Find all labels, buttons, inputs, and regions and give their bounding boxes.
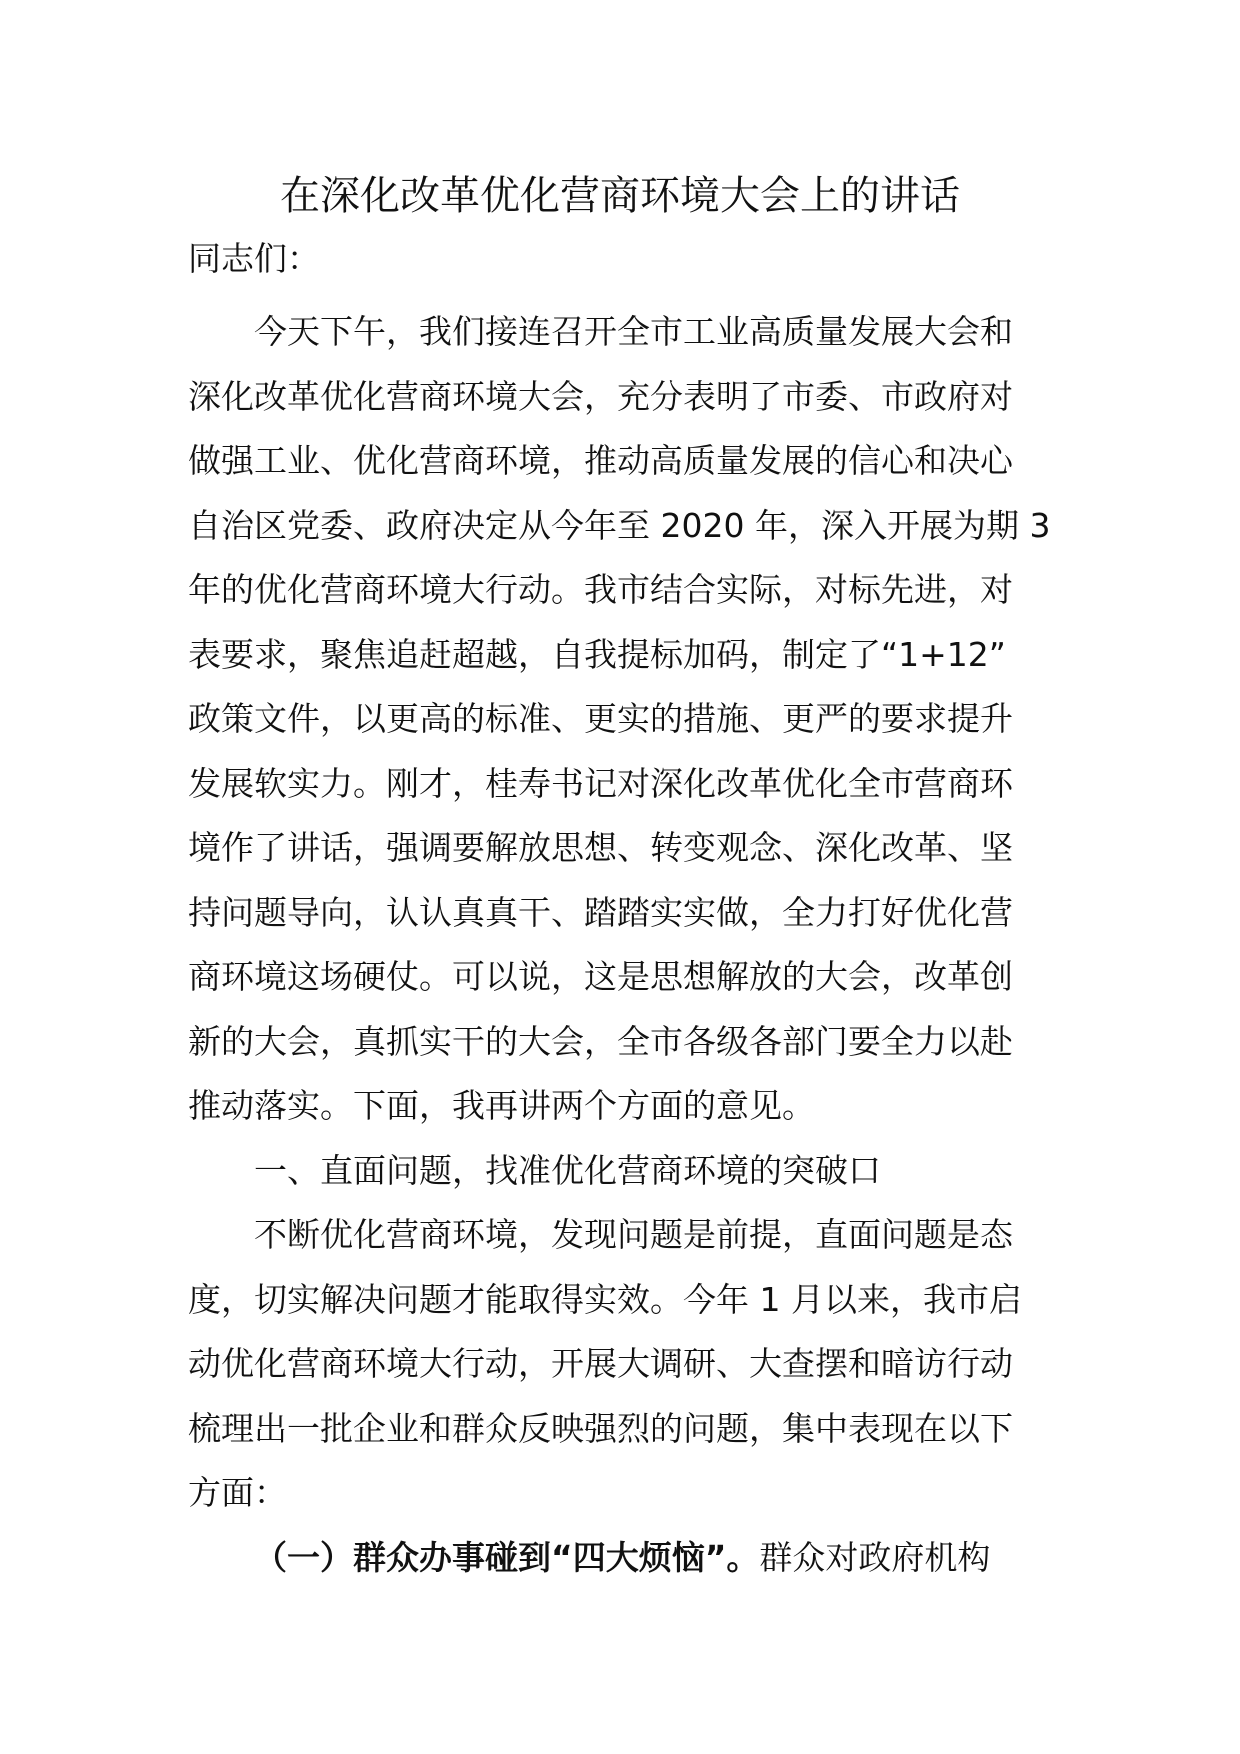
paragraph-line: 今天下午，我们接连召开全市工业高质量发展大会和 [254,312,1013,351]
paragraph-line: 度，切实解决问题才能取得实效。今年 1 月以来，我市启 [188,1279,1022,1319]
paragraph-line: 深化改革优化营商环境大会，充分表明了市委、市政府对 [188,376,1013,416]
document-title: 在深化改革优化营商环境大会上的讲话 [280,173,960,219]
paragraph-line: 政策文件，以更高的标准、更实的措施、更严的要求提升 [188,699,1013,738]
paragraph-line: 不断优化营商环境，发现问题是前提，直面问题是态 [254,1215,1013,1254]
paragraph-line: 推动落实。下面，我再讲两个方面的意见。 [188,1086,815,1125]
paragraph-line: 梳理出一批企业和群众反映强烈的问题，集中表现在以下 [188,1408,1013,1448]
paragraph-line: 动优化营商环境大行动，开展大调研、大查摆和暗访行动 [188,1344,1013,1383]
subsection-heading: （一）群众办事碰到“四大烦恼”。 [254,1537,760,1577]
paragraph-line: 境作了讲话，强调要解放思想、转变观念、深化改革、坚 [188,828,1013,867]
paragraph-line: 商环境这场硬仗。可以说，这是思想解放的大会，改革创 [188,957,1013,996]
paragraph-line: 方面： [188,1473,287,1512]
paragraph-line: 表要求，聚焦追赶超越，自我提标加码，制定了“1+12” [188,634,1006,674]
section-heading: 一、直面问题，找准优化营商环境的突破口 [254,1150,881,1190]
paragraph-line: 做强工业、优化营商环境，推动高质量发展的信心和决心 [188,441,1013,480]
subsection-text: 群众对政府机构 [759,1537,991,1577]
paragraph-line: 新的大会，真抓实干的大会，全市各级各部门要全力以赴 [188,1021,1013,1061]
paragraph-line: 年的优化营商环境大行动。我市结合实际，对标先进，对 [188,570,1013,609]
greeting: 同志们： [188,239,320,278]
document-body [188,300,1060,1590]
paragraph-line: 自治区党委、政府决定从今年至 2020 年，深入开展为期 3 [188,505,1051,545]
subsection-line [188,1526,1060,1591]
paragraph-line: 持问题导向，认认真真干、踏踏实实做，全力打好优化营 [188,892,1013,932]
paragraph-line: 发展软实力。刚才，桂寿书记对深化改革优化全市营商环 [188,763,1013,803]
